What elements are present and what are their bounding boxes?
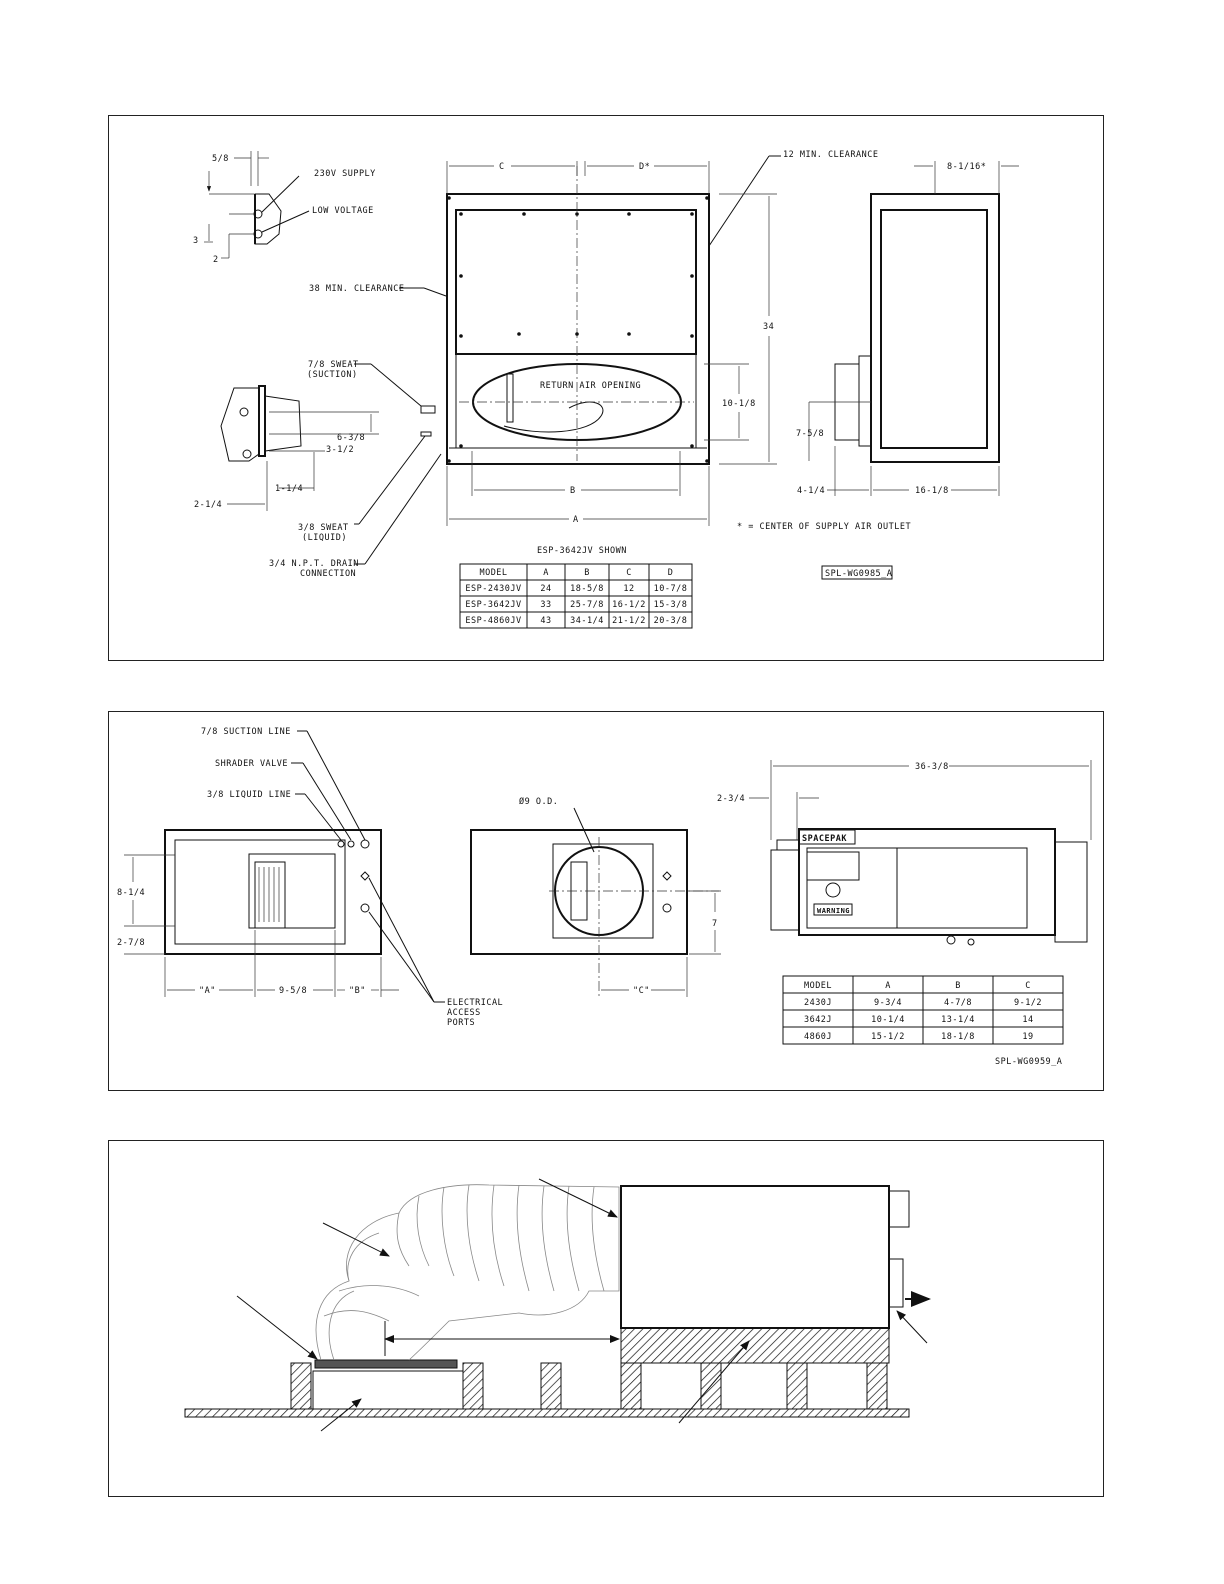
label-5-8: 5/8 xyxy=(212,154,229,164)
screw xyxy=(690,334,694,338)
dim-a-quoted: "A" xyxy=(199,986,216,996)
table-cell: 24 xyxy=(540,584,552,595)
table-header: MODEL xyxy=(803,980,833,991)
label-drain-connection: CONNECTION xyxy=(300,569,357,579)
label-dim-3: 3 xyxy=(193,236,199,246)
joists xyxy=(291,1363,887,1409)
screw xyxy=(459,274,463,278)
screw xyxy=(627,332,631,336)
table-cell: 18-5/8 xyxy=(570,584,604,595)
label-suction: (SUCTION) xyxy=(307,370,358,380)
table-cell: ESP-3642JV xyxy=(465,600,522,611)
dim-6-3-8-label: 6-3/8 xyxy=(337,433,366,443)
panel1-ref: SPL-WG0985_A xyxy=(825,569,893,579)
label-diameter: Ø9 O.D. xyxy=(519,797,559,807)
table-cell: 10-7/8 xyxy=(653,584,688,595)
dim-b-label: B xyxy=(570,486,576,496)
screw xyxy=(575,332,579,336)
label-230v-supply: 230V SUPPLY xyxy=(314,169,376,179)
dim-34-label: 34 xyxy=(763,322,775,332)
screw xyxy=(447,196,451,200)
table-cell: 16-1/2 xyxy=(612,600,646,611)
table-cell: 43 xyxy=(540,616,552,627)
label-return-air-opening: RETURN AIR OPENING xyxy=(540,381,642,391)
panel2-table xyxy=(783,976,1063,1044)
table-cell: 20-3/8 xyxy=(653,616,688,627)
dim-b-quoted: "B" xyxy=(349,986,366,996)
table-cell: 4-7/8 xyxy=(943,997,973,1008)
dim-16-1-8-label: 16-1/8 xyxy=(915,486,949,496)
screw xyxy=(459,444,463,448)
return-plenum xyxy=(313,1371,463,1409)
dim-2-3-4-label: 2-3/4 xyxy=(717,794,746,804)
screw xyxy=(575,212,579,216)
panel-2-drawing xyxy=(109,712,1105,1092)
table-cell: 3642J xyxy=(803,1014,833,1025)
table-cell: ESP-2430JV xyxy=(465,584,522,595)
unit-outlet-side xyxy=(889,1259,903,1307)
table-cell: 19 xyxy=(1022,1031,1034,1042)
table-cell: 15-1/2 xyxy=(871,1031,905,1042)
table-cell: ESP-4860JV xyxy=(465,616,522,627)
screw xyxy=(459,212,463,216)
label-ports: PORTS xyxy=(447,1018,476,1028)
dim-9-5-8-label: 9-5/8 xyxy=(279,986,308,996)
dim-36-3-8-label: 36-3/8 xyxy=(915,762,949,772)
side-view-unit xyxy=(809,161,999,462)
panel-1-drawing xyxy=(109,116,1105,662)
warning-label: WARNING xyxy=(817,907,851,915)
dim-4-1-4-label: 4-1/4 xyxy=(797,486,826,496)
center-note: * = CENTER OF SUPPLY AIR OUTLET xyxy=(737,522,912,532)
panel-3-drawing xyxy=(109,1141,1105,1498)
table-header: C xyxy=(626,568,632,579)
table-cell: 25-7/8 xyxy=(570,600,604,611)
table-cell: 10-1/4 xyxy=(871,1014,905,1025)
dim-3-1-2-label: 3-1/2 xyxy=(326,445,355,455)
label-suction-line: 7/8 SUCTION LINE xyxy=(201,727,291,737)
right-view-unit xyxy=(771,829,1087,945)
front-view-screws xyxy=(447,196,709,463)
label-access: ACCESS xyxy=(447,1008,481,1018)
table-cell: 4860J xyxy=(803,1031,833,1042)
dim-10-1-8-label: 10-1/8 xyxy=(722,399,756,409)
dim-7-5-8-label: 7-5/8 xyxy=(796,429,825,439)
table-cell: 14 xyxy=(1022,1014,1034,1025)
table-cell: 33 xyxy=(540,600,552,611)
table-header: B xyxy=(584,568,590,579)
table-cell: 9-3/4 xyxy=(873,997,903,1008)
table-cell: 13-1/4 xyxy=(941,1014,975,1025)
dim-1-1-4-label: 1-1/4 xyxy=(275,484,304,494)
screw xyxy=(690,212,694,216)
table-header: A xyxy=(885,980,891,991)
screw xyxy=(705,459,709,463)
table-cell: 2430J xyxy=(803,997,833,1008)
left-view-unit xyxy=(165,830,381,954)
panel-installation-illustration xyxy=(108,1140,1104,1497)
dim-c-label: C xyxy=(499,162,505,172)
dim-2-7-8-label: 2-7/8 xyxy=(117,938,146,948)
table-cell: 15-3/8 xyxy=(653,600,688,611)
dim-8-1-4-label: 8-1/4 xyxy=(117,888,146,898)
dim-c-quoted: "C" xyxy=(633,986,650,996)
brand-label: SPACEPAK xyxy=(802,834,847,844)
middle-view-unit xyxy=(471,830,719,997)
screw xyxy=(627,212,631,216)
label-12-min-clearance: 12 MIN. CLEARANCE xyxy=(783,150,879,160)
table-header: B xyxy=(955,980,961,991)
screw xyxy=(690,444,694,448)
electrical-detail xyxy=(204,151,309,258)
floor-slab xyxy=(185,1409,909,1417)
label-electrical: ELECTRICAL xyxy=(447,998,504,1008)
table-cell: 34-1/4 xyxy=(570,616,604,627)
unit-base-pad xyxy=(621,1328,889,1363)
table-cell: 18-1/8 xyxy=(941,1031,975,1042)
shown-caption: ESP-3642JV SHOWN xyxy=(537,546,627,556)
dim-d-label: D* xyxy=(639,162,651,172)
table-header: D xyxy=(667,568,674,579)
label-3-8-sweat: 3/8 SWEAT xyxy=(298,523,349,533)
dim-7-label: 7 xyxy=(712,919,718,929)
panel-vertical-unit-dimensions xyxy=(108,115,1104,661)
table-header: MODEL xyxy=(479,568,508,579)
label-shrader-valve: SHRADER VALVE xyxy=(215,759,289,769)
label-drain: 3/4 N.P.T. DRAIN xyxy=(269,559,359,569)
dim-a-label: A xyxy=(573,515,579,525)
label-38-min-clearance: 38 MIN. CLEARANCE xyxy=(309,284,405,294)
screw xyxy=(447,459,451,463)
dim-2-1-4-label: 2-1/4 xyxy=(194,500,223,510)
air-handler-unit xyxy=(621,1186,889,1328)
panel-horizontal-unit-dimensions xyxy=(108,711,1104,1091)
flex-duct xyxy=(316,1185,619,1360)
screw xyxy=(459,334,463,338)
label-low-voltage: LOW VOLTAGE xyxy=(312,206,374,216)
panel2-ref: SPL-WG0959_A xyxy=(995,1057,1063,1067)
screw xyxy=(705,196,709,200)
return-grille xyxy=(315,1360,457,1368)
unit-outlet-top xyxy=(889,1191,909,1227)
label-liquid-line: 3/8 LIQUID LINE xyxy=(207,790,292,800)
screw xyxy=(690,274,694,278)
table-header: C xyxy=(1025,980,1031,991)
panel1-table xyxy=(460,564,692,628)
label-liquid: (LIQUID) xyxy=(302,533,347,543)
table-cell: 9-1/2 xyxy=(1013,997,1043,1008)
label-7-8-sweat: 7/8 SWEAT xyxy=(308,360,359,370)
table-cell: 12 xyxy=(623,584,635,595)
dim-8-1-16-label: 8-1/16* xyxy=(947,162,987,172)
label-dim-2: 2 xyxy=(213,255,219,265)
screw xyxy=(517,332,521,336)
screw xyxy=(522,212,526,216)
table-cell: 21-1/2 xyxy=(612,616,646,627)
front-view-unit xyxy=(447,166,709,464)
table-header: A xyxy=(543,568,549,579)
